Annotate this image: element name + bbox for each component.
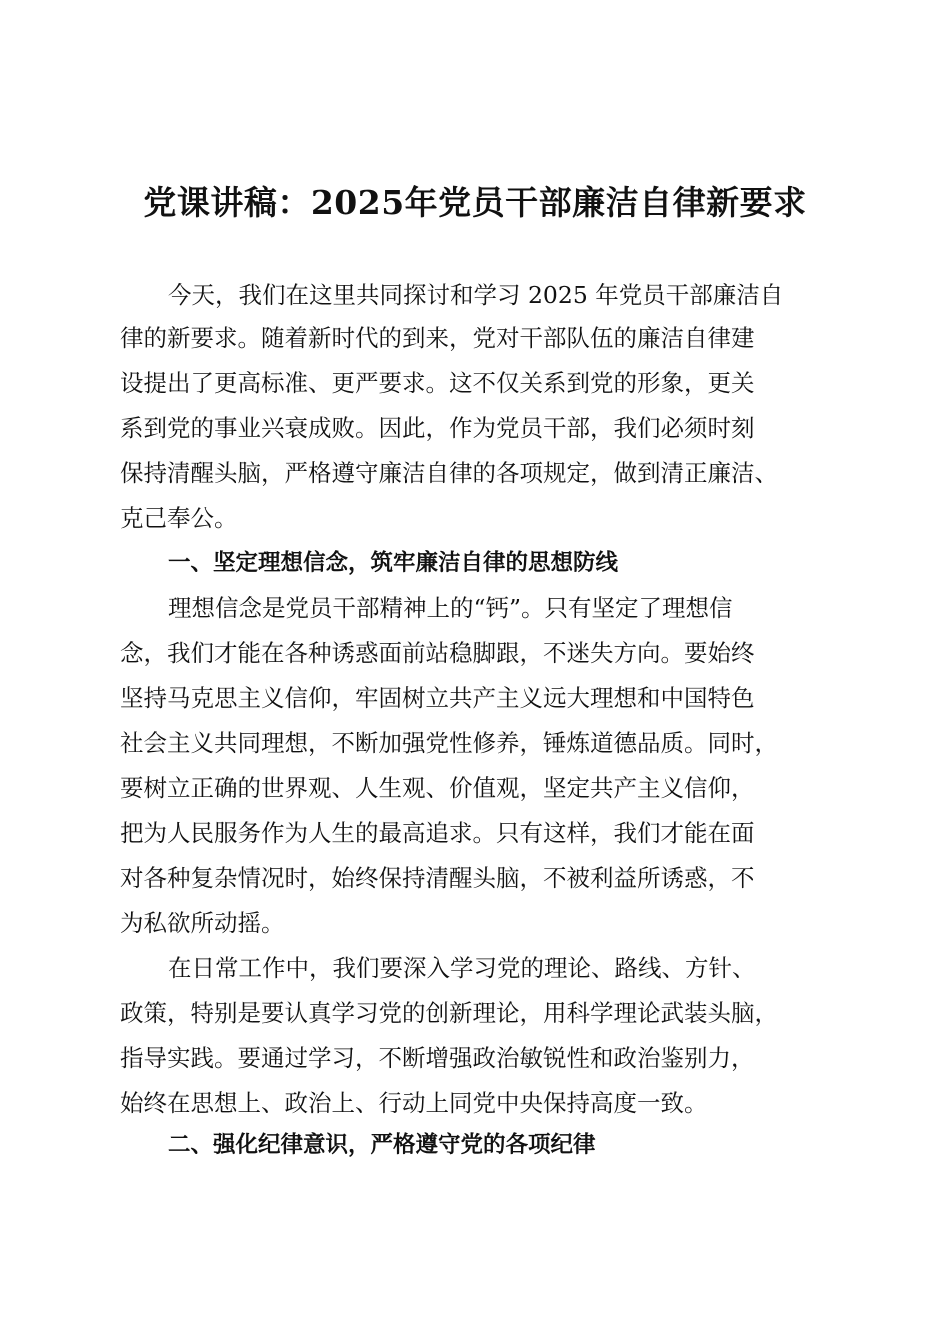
text-line: 把为人民服务作为人生的最高追求。只有这样，我们才能在面 — [120, 819, 755, 847]
text-line: 为私欲所动摇。 — [120, 909, 285, 937]
text-line: 在日常工作中，我们要深入学习党的理论、路线、方针、 — [168, 954, 756, 982]
text-line: 政策，特别是要认真学习党的创新理论，用科学理论武装头脑， — [120, 999, 778, 1027]
text-line: 克己奉公。 — [120, 504, 238, 532]
document-title: 党课讲稿：2025年党员干部廉洁自律新要求 — [143, 183, 807, 222]
text-line: 理想信念是党员干部精神上的“钙”。只有坚定了理想信 — [168, 594, 733, 622]
section-heading-2: 二、强化纪律意识，严格遵守党的各项纪律 — [168, 1132, 596, 1158]
text-line: 律的新要求。随着新时代的到来，党对干部队伍的廉洁自律建 — [120, 324, 755, 352]
text-line: 指导实践。要通过学习，不断增强政治敏锐性和政治鉴别力， — [120, 1044, 755, 1072]
text-line: 念，我们才能在各种诱惑面前站稳脚跟，不迷失方向。要始终 — [120, 639, 755, 667]
text-line: 设提出了更高标准、更严要求。这不仅关系到党的形象，更关 — [120, 369, 755, 397]
text-line: 社会主义共同理想，不断加强党性修养，锤炼道德品质。同时， — [120, 729, 778, 757]
section-heading-1: 一、坚定理想信念，筑牢廉洁自律的思想防线 — [168, 550, 619, 576]
text-line: 保持清醒头脑，严格遵守廉洁自律的各项规定，做到清正廉洁、 — [120, 459, 778, 487]
text-line: 始终在思想上、政治上、行动上同党中央保持高度一致。 — [120, 1089, 708, 1117]
text-line: 坚持马克思主义信仰，牢固树立共产主义远大理想和中国特色 — [120, 684, 755, 712]
text-line: 今天，我们在这里共同探讨和学习 2025 年党员干部廉洁自 — [168, 281, 784, 309]
text-line: 系到党的事业兴衰成败。因此，作为党员干部，我们必须时刻 — [120, 414, 755, 442]
text-line: 要树立正确的世界观、人生观、价值观，坚定共产主义信仰， — [120, 774, 755, 802]
text-line: 对各种复杂情况时，始终保持清醒头脑，不被利益所诱惑，不 — [120, 864, 755, 892]
